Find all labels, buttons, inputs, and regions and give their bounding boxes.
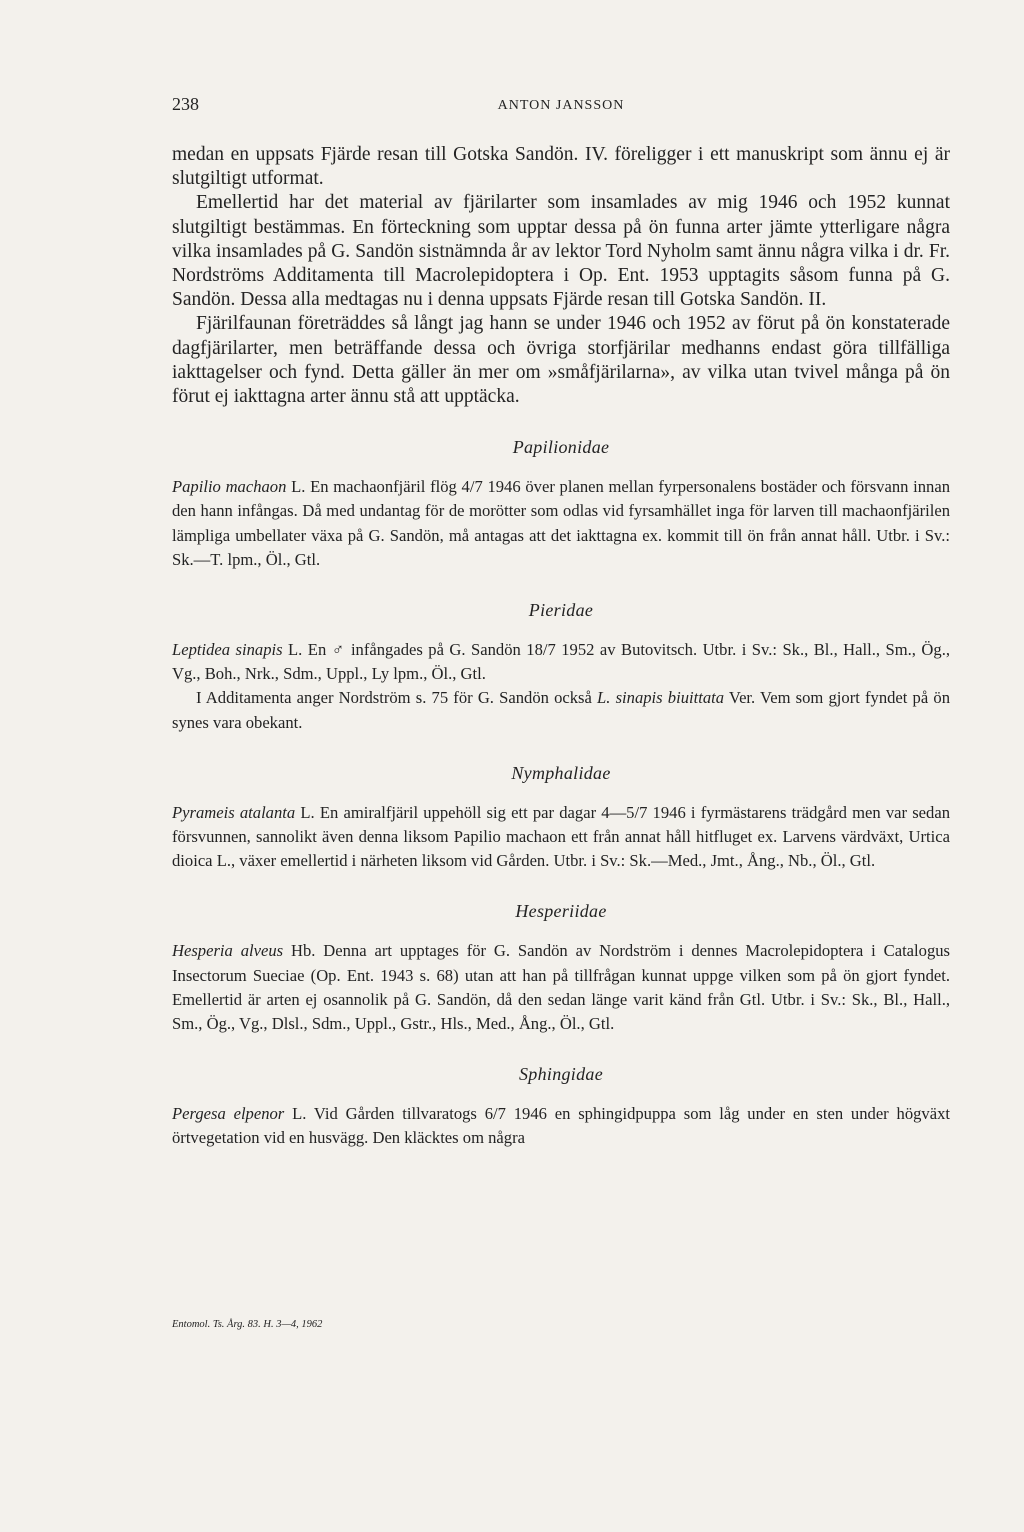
species-name: Papilio machaon — [172, 477, 287, 497]
family-heading: Pieridae — [528, 600, 594, 621]
species-name: L. sinapis biuittata — [597, 688, 725, 708]
page-header — [172, 94, 950, 122]
entry-text: Hb. Denna art upptages för G. Sandön av Nordström i dennes Macrolepidoptera i Catalogus Insectorum Sueciae (Op. Ent. 1943 s. 68) utan att han på tillfrågan kunnat uppge vilken som på ön gjort fyndet. Emellertid är arten ej osannolik på G. Sandön, då den sedan länge varit känd från Gtl. Utbr. i Sv.: Sk., Bl., Hall., Sm., Ög., Vg., Dlsl., Sdm., Uppl., Gstr., Hls., Med., Ång., Öl., Gtl. — [172, 941, 950, 1034]
family-heading: Nymphalidae — [511, 762, 611, 783]
family-heading: Papilionidae — [512, 437, 610, 458]
intro — [172, 143, 950, 409]
section-pieridae — [172, 600, 950, 735]
species-name: Leptidea sinapis — [172, 640, 283, 660]
intro-paragraph-1: medan en uppsats Fjärde resan till Gotska Sandön. IV. föreligger i ett manuskript som ännu ej är slutgiltigt utformat. — [172, 144, 950, 190]
section-papilionidae — [172, 437, 950, 572]
intro-paragraph-3: Fjärilfaunan företräddes så långt jag hann se under 1946 och 1952 av förut på ön konstaterade dagfjärilarter, men beträffande dessa och övriga storfjärilar medhanns endast göra tillfälliga iakttagelser och fynd. Detta gäller än mer om »småfjärilarna», av vilka utan tvivel många på ön förut ej iakttagna arter ännu stå att upptäcka. — [172, 313, 950, 408]
species-name: Pyrameis atalanta — [172, 802, 296, 822]
family-heading: Hesperiidae — [515, 901, 607, 922]
entry-text: L. Vid Gården tillvaratogs 6/7 1946 en sphingidpuppa som låg under en sten under högväxt örtvegetation vid en husvägg. Den kläcktes om några — [172, 1104, 950, 1148]
note-text: I Additamenta anger Nordström s. 75 för G. Sandön också — [196, 688, 598, 708]
species-name: Pergesa elpenor — [172, 1104, 285, 1124]
section-sphingidae — [172, 1064, 950, 1150]
entry-text: L. En ♂ infångades på G. Sandön 18/7 1952 av Butovitsch. Utbr. i Sv.: Sk., Bl., Hall., Sm., Ög., Vg., Boh., Nrk., Sdm., Uppl., Ly lpm., Öl., Gtl. — [172, 640, 951, 684]
page-number: 238 — [172, 94, 199, 114]
note-text: Ver. Vem som gjort fyndet på ön synes vara obekant. — [172, 688, 950, 732]
family-heading: Sphingidae — [519, 1064, 603, 1085]
section-hesperiidae — [172, 901, 950, 1036]
species-entry — [172, 801, 950, 874]
species-note — [172, 686, 950, 734]
entry-text: L. En machaonfjäril flög 4/7 1946 över planen mellan fyrpersonalens bostäder och försvann innan den hann infångas. Då med undantag för de morötter som odlas vid fyrsamhället inga för larven till machaonfjärilen lämpliga umbellater växa på G. Sandön, må antagas att det iakttagna ex. kommit till ön från annat håll. Utbr. i Sv.: Sk.—T. lpm., Öl., Gtl. — [172, 477, 950, 569]
species-name: Hesperia alveus — [172, 941, 284, 961]
species-entry — [172, 638, 950, 686]
text-body — [172, 143, 950, 1151]
intro-paragraph-2: Emellertid har det material av fjärilarter som insamlades av mig 1946 och 1952 kunnat slutgiltigt bestämmas. En förteckning som upptar dessa på ön funna arter jämte ytterligare några vilka insamlades på G. Sandön sistnämnda år av lektor Tord Nyholm samt ännu några vilka i dr. Fr. Nordströms Additamenta till Macrolepidoptera i Op. Ent. 1953 upptagits såsom funna på G. Sandön. Dessa alla medtagas nu i denna uppsats Fjärde resan till Gotska Sandön. II. — [172, 192, 950, 311]
species-entry — [172, 939, 950, 1036]
running-head: ANTON JANSSON — [497, 98, 625, 113]
journal-footer: Entomol. Ts. Årg. 83. H. 3—4, 1962 — [172, 1319, 323, 1330]
species-entry — [172, 475, 950, 572]
species-entry — [172, 1102, 950, 1150]
entry-text: L. En amiralfjäril uppehöll sig ett par dagar 4—5/7 1946 i fyrmästarens trädgård men var sedan försvunnen, sannolikt även denna liksom Papilio machaon ett från annat håll hitfluget ex. Larvens värdväxt, Urtica dioica L., växer emellertid i närheten liksom vid Gården. Utbr. i Sv.: Sk.—Med., Jmt., Ång., Nb., Öl., Gtl. — [172, 802, 951, 871]
section-nymphalidae — [172, 763, 950, 874]
